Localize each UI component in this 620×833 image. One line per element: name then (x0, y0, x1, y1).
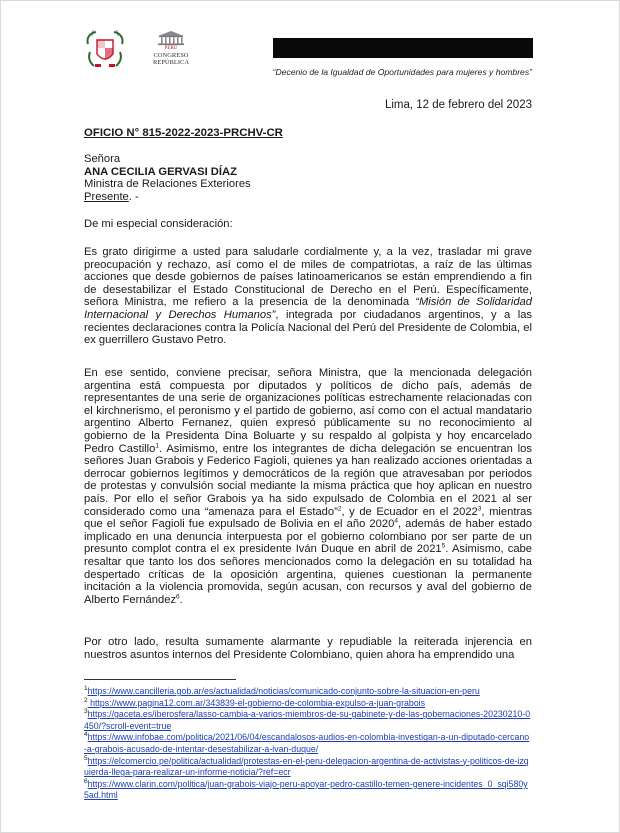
footnote-link-4[interactable]: https://www.infobae.com/politica/2021/06/04/escandalosos-audios-en-colombia-investigan-a-un-diputado-cercano-a-grabois-acusado-de-intentar-desestabilizar-a-ivan-duque/ (84, 732, 530, 754)
paragraph-1-text-c: , integrada por ciudadanos argentinos, y a las recientes declaraciones contra la Policía Nacional del Perú del Presidente de Colombia, el ex guerrillero Gustavo Petro. (84, 308, 533, 347)
congreso-logo (148, 30, 194, 72)
redacted-block (273, 38, 533, 58)
paragraph-2 (84, 367, 532, 606)
footnotes (84, 686, 532, 802)
paragraph-2-text: . Asimismo, cabe resaltar que tanto los dos señores mencionados como la delegación en su totalidad ha despertado críticas de la oposición argentina, quienes cuestionan la permanente incitación a la violencia promovida, según acusan, con recursos y aval del gobierno de Alberto Fernández (84, 543, 532, 606)
footnote-ref-1: 1 (155, 441, 159, 449)
footnote-link-1[interactable]: https://www.cancilleria.gob.ar/es/actualidad/noticias/comunicado-conjunto-sobre-la-situacion-en-peru (87, 686, 480, 696)
paragraph-2-text: , y de Ecuador en el 2022 (341, 505, 478, 518)
addressee-present-suffix: . - (128, 190, 139, 203)
paragraph-2-text: , además de haber estado implicado en una denuncia interpuesta por el gobierno colombiano por ser parte de un presunto complot contra el ex presidente Iván Duque en abril de 2021 (84, 518, 532, 556)
paragraph-2-text: En ese sentido, conviene precisar, señora Ministra, que la mencionada delegación argentina está compuesta por diputados y políticos de dicho país, además de representantes de una serie de organizaciones políticas estrechamente relacionadas con el kirchnerismo, el peronismo y el partido de gobierno, así como con el actual mandatario argentino Alberto Fernanez, quien expresó públicamente su no reconocimiento al gobierno de la Presidenta Dina Boluarte y su respaldo al golpista y hoy encarcelado Pedro Castillo (84, 367, 532, 455)
footnote-ref-5: 5 (441, 542, 446, 550)
footnote-link-5[interactable]: https://elcomercio.pe/politica/actualidad/protestas-en-el-peru-delegacion-argentina-de-activistas-y-politicos-de-izquierda-llega-para-realizar-un-informe-noticia/?ref=ecr (84, 755, 529, 778)
footnote-3: $^3$https://gaceta.es/iberosfera/lasso-cambia-a-varios-miembros-de-su-gabinete-y-de-las-gobernaciones-20230210-0450/?scroll-event=true (84, 708, 531, 731)
paragraph-1-mission-name: “Misión de Solidaridad Internacional y Derechos Humanos” (84, 296, 532, 321)
paragraph-2-text: , mientras que el señor Fagioli fue expulsado de Bolivia en el año 2020 (84, 505, 532, 531)
congreso-logo-line1: PERÚ (164, 46, 178, 51)
addressee-name: ANA CECILIA GERVASI DÍAZ (84, 165, 237, 178)
footnote-link-6[interactable]: https://www.clarin.com/politica/juan-grabois-viajo-peru-apoyar-pedro-castillo-temen-genere-incidentes_0_sqi580y5ad.html (84, 778, 528, 801)
addressee-role: Ministra de Relaciones Exteriores (84, 178, 251, 191)
footnote-4: $^4$https://www.infobae.com/politica/2021/06/04/escandalosos-audios-en-colombia-investigan-a-un-diputado-cercano-a-grabois-acusado-de-intentar-desestabilizar-a-ivan-duque/ (84, 731, 530, 754)
congress-building-icon (156, 30, 186, 46)
paragraph-1 (84, 246, 532, 347)
footnote-link-3[interactable]: https://gaceta.es/iberosfera/lasso-cambia-a-varios-miembros-de-su-gabinete-y-de-las-gobernaciones-20230210-0450/?scroll-event=true (84, 709, 531, 731)
paragraph-2-text: . (179, 593, 183, 606)
footnote-5: $^5$https://elcomercio.pe/politica/actualidad/protestas-en-el-peru-delegacion-argentina-de-activistas-y-politicos-de-izquierda-llega-para-realizar-un-informe-noticia/?ref=ecr (84, 754, 529, 778)
paragraph-1-text-a: Es grato dirigirme a usted para saludarle cordialmente y, a la vez, trasladar mi grave preocupación y rechazo, así como el de miles de compatriotas, a raíz de las últimas acciones que desde gobiernos de países latinoamericanos se están emprendiendo a fin de desestabilizar el Estado Constitucional de Derecho en el Perú. Específicamente, señora Ministra, me refiero a la presencia de la denominada (84, 246, 532, 309)
footnote-1: $^1$https://www.cancilleria.gob.ar/es/actualidad/noticias/comunicado-conjunto-sobre-la-situacion-en-peru (84, 685, 480, 696)
congreso-logo-line2: CONGRESO (153, 52, 189, 59)
footnote-ref-6: 6 (176, 592, 180, 600)
addressee-block (84, 153, 532, 203)
footnote-2: $^2$ https://www.pagina12.com.ar/343839-el-gobierno-de-colombia-expulso-a-juan-grabois (84, 696, 426, 708)
letter-date: Lima, 12 de febrero del 2023 (384, 99, 532, 111)
addressee-present: Presente (84, 190, 129, 203)
peru-coat-of-arms-logo (82, 30, 128, 72)
footnote-ref-3: 3 (477, 504, 482, 512)
decenio-motto: “Decenio de la Igualdad de Oportunidades para mujeres y hombres” (272, 67, 532, 77)
addressee-salutation: Señora (84, 153, 121, 165)
footnote-ref-2: 2 (337, 504, 342, 512)
footnote-ref-4: 4 (394, 517, 398, 525)
congreso-logo-line3: REPÚBLICA (152, 59, 190, 66)
footnote-divider (84, 679, 236, 680)
paragraph-3: Por otro lado, resulta sumamente alarmante y repudiable la reiterada injerencia en nuestros asuntos internos del Presidente Colombiano, quien ahora ha emprendido una (84, 636, 532, 661)
footnote-6: $^6$https://www.clarin.com/politica/juan-grabois-viajo-peru-apoyar-pedro-castillo-temen-genere-incidentes_0_sqi580y5ad.html (84, 777, 528, 801)
oficio-number: OFICIO N° 815-2022-2023-PRCHV-CR (84, 127, 283, 139)
greeting: De mi especial consideración: (84, 218, 233, 230)
footnote-link-2[interactable]: https://www.pagina12.com.ar/343839-el-gobierno-de-colombia-expulso-a-juan-grabois (87, 697, 426, 708)
paragraph-2-text: . Asimismo, entre los integrantes de dicha delegación se encuentran los señores Juan Grabois y Federico Fagioli, quienes ya han realizado acciones orientadas a derrocar gobiernos legítimos y democráticos de la región que atravesaban por periodos de protestas y convulsión social mediante la misma práctica que hoy aplican en nuestro país. Por ello el señor Grabois ya ha sido expulsado de Colombia en el 2021 al ser considerado como una “amenaza para el Estado” (84, 442, 532, 518)
